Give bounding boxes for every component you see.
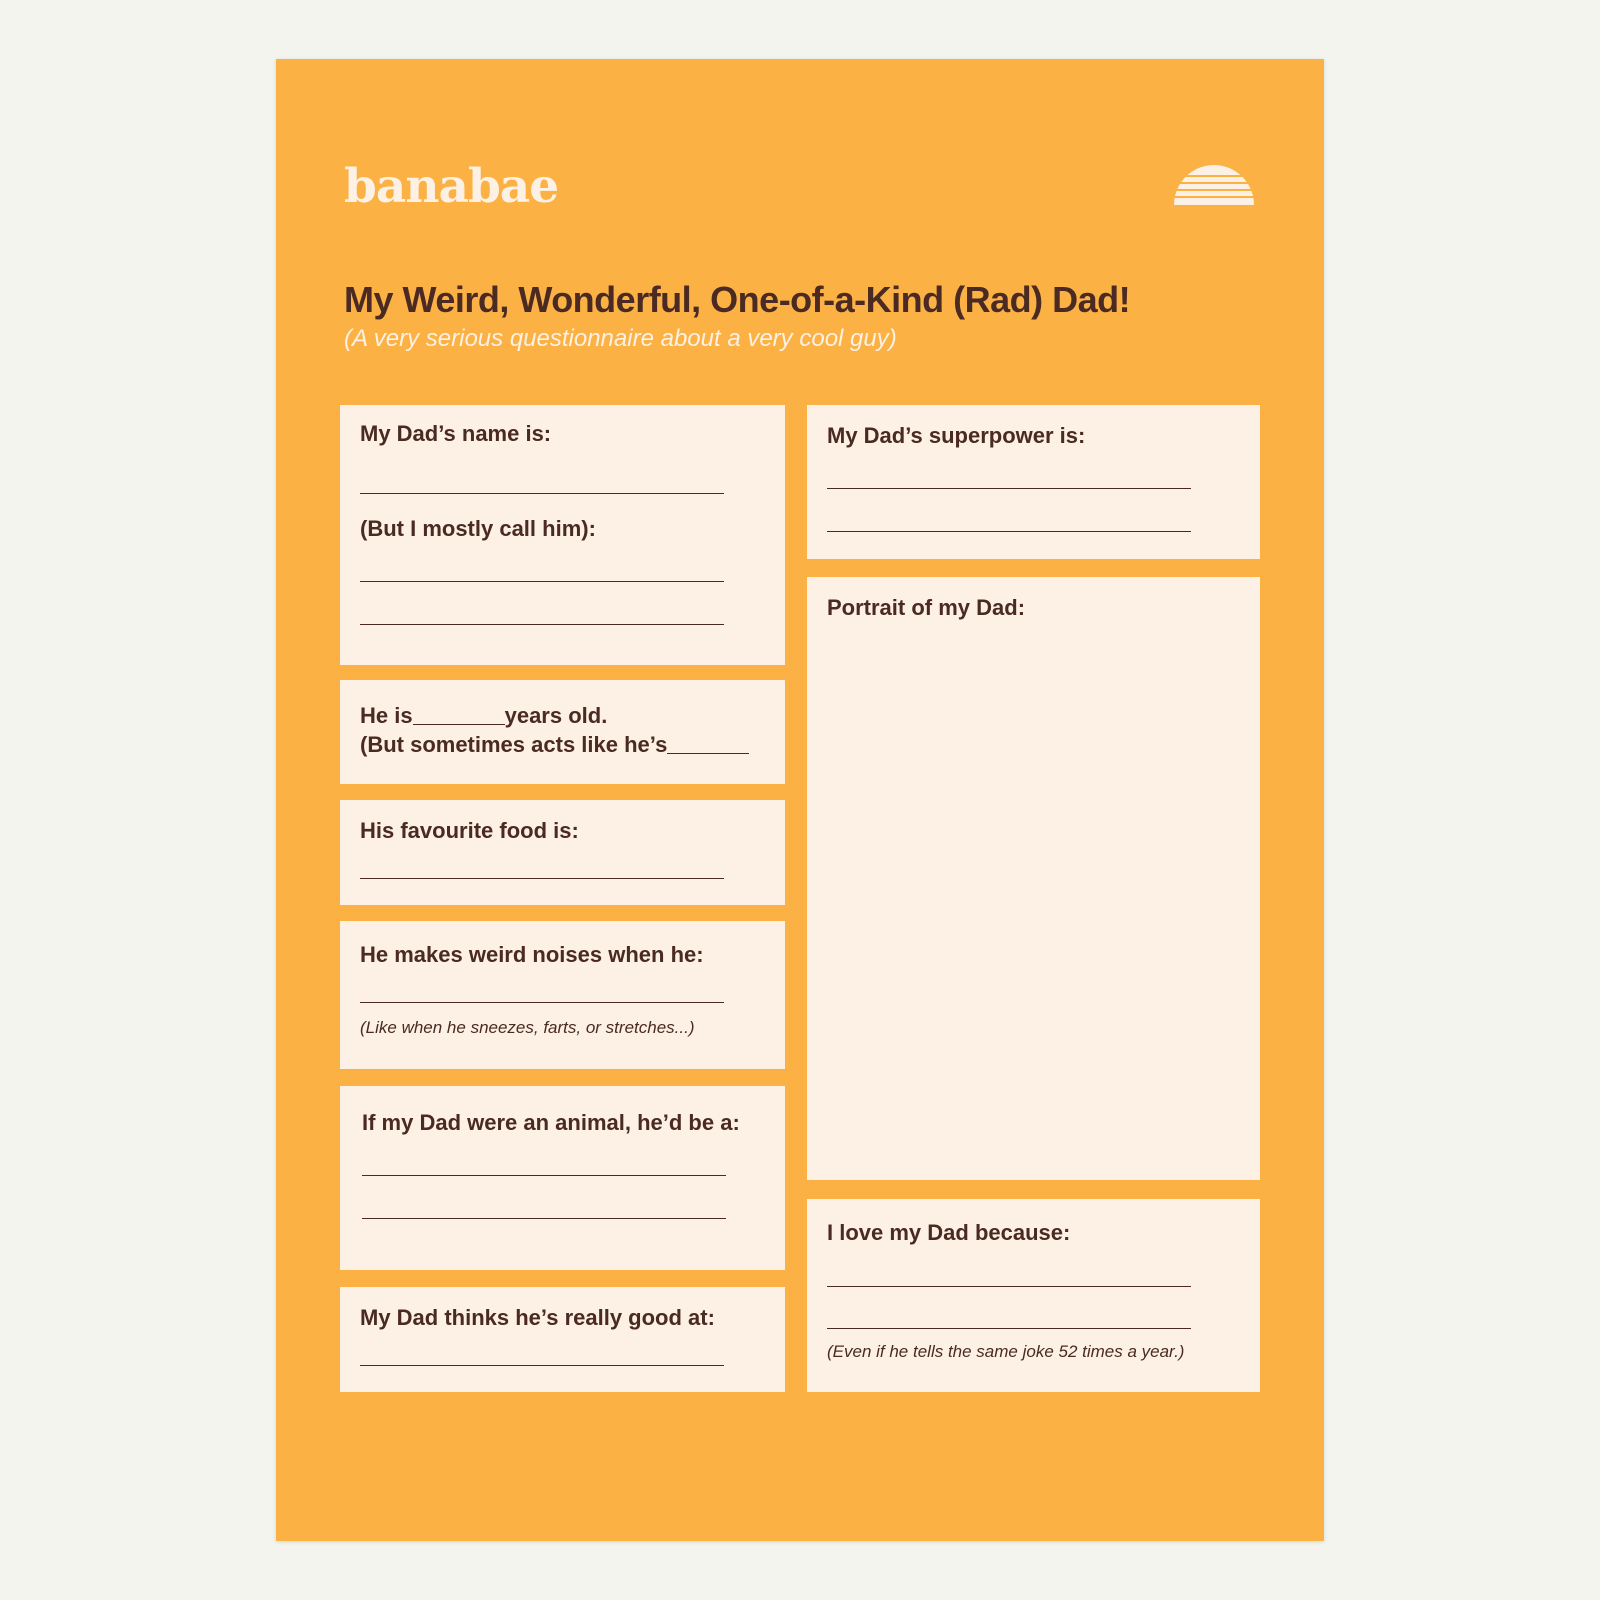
weird-noises-line[interactable] xyxy=(360,1002,724,1003)
dad-name-label: My Dad’s name is: xyxy=(360,421,552,446)
age-prefix: He is xyxy=(360,703,413,728)
acts-like-blank[interactable] xyxy=(667,752,749,754)
favourite-food-card xyxy=(340,800,785,905)
animal-line-2[interactable] xyxy=(362,1218,726,1219)
portrait-card[interactable] xyxy=(807,577,1260,1180)
weird-noises-card xyxy=(340,921,785,1069)
good-at-card xyxy=(340,1287,785,1392)
acts-like-line xyxy=(360,732,749,758)
good-at-label: My Dad thinks he’s really good at: xyxy=(360,1305,715,1330)
dad-name-card xyxy=(340,405,785,665)
page-subtitle: (A very serious questionnaire about a very cool guy) xyxy=(344,325,897,352)
brand-logo: banabae xyxy=(344,159,559,214)
acts-like-text: (But sometimes acts like he’s xyxy=(360,732,668,757)
superpower-line-2[interactable] xyxy=(827,531,1191,532)
love-because-line-1[interactable] xyxy=(827,1286,1191,1287)
age-suffix: years old. xyxy=(504,703,608,728)
nickname-line-2[interactable] xyxy=(360,624,724,625)
superpower-line-1[interactable] xyxy=(827,488,1191,489)
age-line xyxy=(360,703,607,729)
nickname-label: (But I mostly call him): xyxy=(360,516,596,541)
favourite-food-label: His favourite food is: xyxy=(360,818,579,843)
animal-card xyxy=(340,1086,785,1270)
love-because-line-2[interactable] xyxy=(827,1328,1191,1329)
love-because-label: I love my Dad because: xyxy=(827,1220,1071,1245)
animal-line-1[interactable] xyxy=(362,1175,726,1176)
dad-name-line[interactable] xyxy=(360,493,724,494)
age-card xyxy=(340,680,785,784)
age-blank[interactable] xyxy=(413,723,505,725)
animal-label: If my Dad were an animal, he’d be a: xyxy=(362,1110,740,1135)
love-because-note: (Even if he tells the same joke 52 times a year.) xyxy=(827,1342,1185,1361)
superpower-label: My Dad’s superpower is: xyxy=(827,423,1086,448)
favourite-food-line[interactable] xyxy=(360,878,724,879)
good-at-line[interactable] xyxy=(360,1365,724,1366)
worksheet xyxy=(276,59,1324,1541)
sunset-logo-icon xyxy=(1172,163,1256,207)
nickname-line-1[interactable] xyxy=(360,581,724,582)
weird-noises-label: He makes weird noises when he: xyxy=(360,942,704,967)
superpower-card xyxy=(807,405,1260,559)
weird-noises-note: (Like when he sneezes, farts, or stretches...) xyxy=(360,1018,695,1037)
portrait-label: Portrait of my Dad: xyxy=(827,595,1026,620)
love-because-card xyxy=(807,1199,1260,1392)
page-title: My Weird, Wonderful, One-of-a-Kind (Rad) Dad! xyxy=(344,279,1131,320)
